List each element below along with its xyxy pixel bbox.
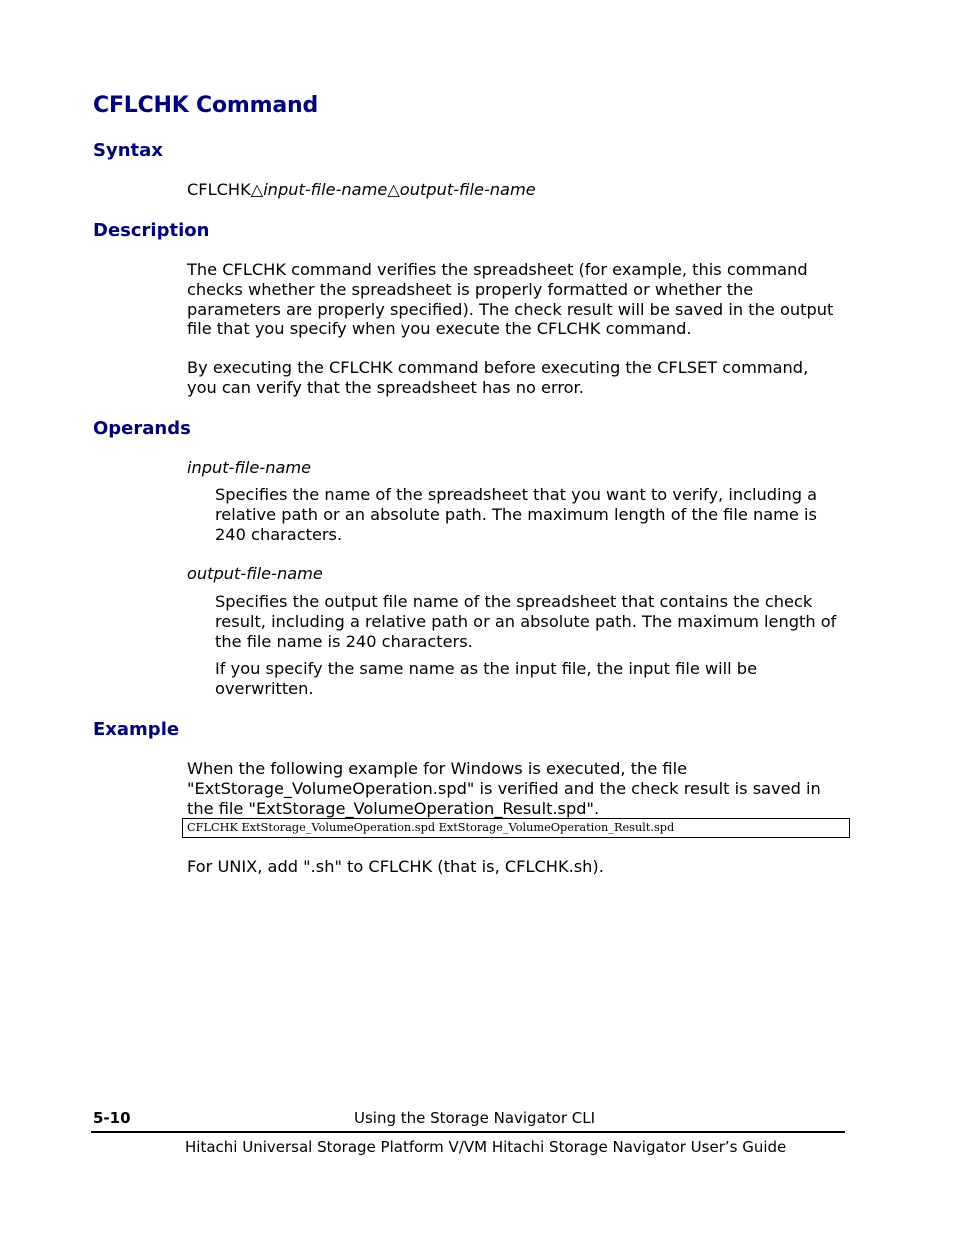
- operand-definition: Specifies the name of the spreadsheet that you want to verify, including a relative path or an absolute path. The maximum length of the file name is 240 characters.: [215, 485, 818, 544]
- syntax-command: CFLCHK: [187, 180, 251, 199]
- example-note: For UNIX, add ".sh" to CFLCHK (that is, CFLCHK.sh).: [187, 857, 604, 876]
- syntax-line: [187, 180, 847, 200]
- syntax-heading: Syntax: [93, 140, 163, 161]
- separator-triangle-icon: △: [387, 180, 400, 199]
- description-paragraph: The CFLCHK command verifies the spreadsheet (for example, this command checks whether the spreadsheet is properly formatted or whether the parameters are properly specified). The check result will be saved in the output file that you specify when you execute the CFLCHK command.: [187, 260, 834, 339]
- chapter-title: Using the Storage Navigator CLI: [354, 1109, 596, 1127]
- book-title: Hitachi Universal Storage Platform V/VM Hitachi Storage Navigator User’s Guide: [185, 1138, 787, 1156]
- syntax-arg-input: input-file-name: [263, 180, 388, 199]
- operand-definition: If you specify the same name as the input file, the input file will be overwritten.: [215, 659, 758, 698]
- description-heading: Description: [93, 220, 210, 241]
- code-sample: CFLCHK ExtStorage_VolumeOperation.spd ExtStorage_VolumeOperation_Result.spd: [182, 818, 850, 838]
- operand-term: output-file-name: [187, 564, 323, 583]
- operand-term: input-file-name: [187, 458, 312, 477]
- example-heading: Example: [93, 719, 180, 740]
- example-intro: When the following example for Windows is executed, the file "ExtStorage_VolumeOperation.spd" is verified and the check result is saved in the file "ExtStorage_VolumeOperation_Result.spd".: [187, 759, 821, 818]
- operands-heading: Operands: [93, 418, 191, 439]
- description-paragraph: By executing the CFLCHK command before executing the CFLSET command, you can verify that the spreadsheet has no error.: [187, 358, 809, 397]
- operand-definition: Specifies the output file name of the spreadsheet that contains the check result, including a relative path or an absolute path. The maximum length of the file name is 240 characters.: [215, 592, 837, 651]
- footer-divider: [91, 1131, 845, 1133]
- syntax-arg-output: output-file-name: [399, 180, 536, 199]
- separator-triangle-icon: △: [250, 180, 264, 199]
- page-number: 5-10: [93, 1109, 131, 1127]
- page-title: CFLCHK Command: [93, 93, 319, 118]
